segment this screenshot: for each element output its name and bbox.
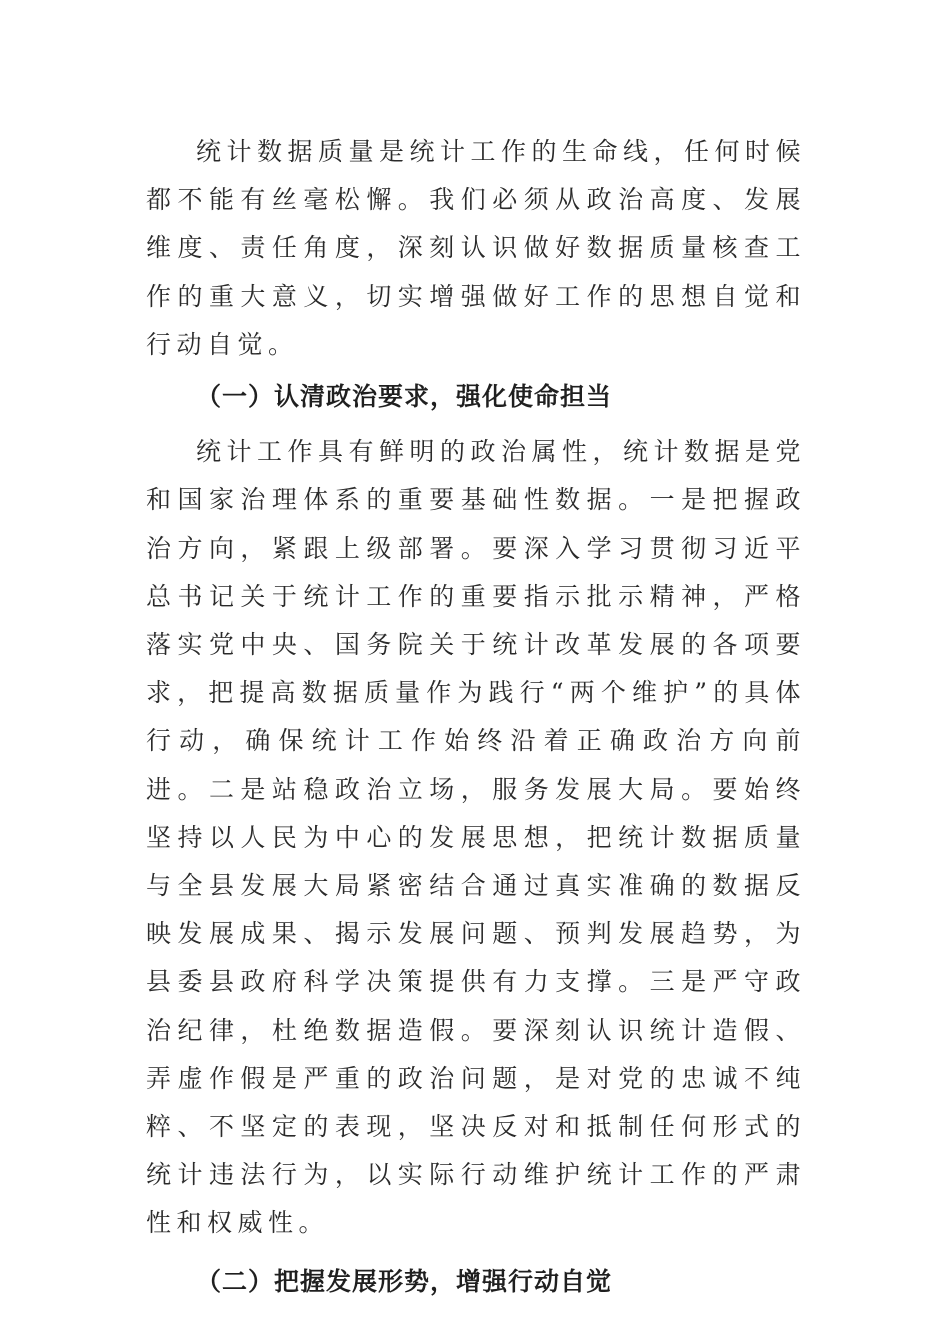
intro-paragraph: 统计数据质量是统计工作的生命线，任何时候都不能有丝毫松懈。我们必须从政治高度、发展维度、责任角度，深刻认识做好数据质量核查工作的重大意义，切实增强做好工作的思想自觉和行动自觉。	[146, 137, 807, 359]
section-1-paragraph: 统计工作具有鲜明的政治属性，统计数据是党和国家治理体系的重要基础性数据。一是把握政治方向，紧跟上级部署。要深入学习贯彻习近平总书记关于统计工作的重要指示批示精神，严格落实党中央、国务院关于统计改革发展的各项要求，把提高数据质量作为践行“两个维护”的具体行动，确保统计工作始终沿着正确政治方向前进。二是站稳政治立场，服务发展大局。要始终坚持以人民为中心的发展思想，把统计数据质量与全县发展大局紧密结合通过真实准确的数据反映发展成果、揭示发展问题、预判发展趋势，为县委县政府科学决策提供有力支撑。三是严守政治纪律，杜绝数据造假。要深刻认识统计造假、弄虚作假是严重的政治问题，是对党的忠诚不纯粹、不坚定的表现，坚决反对和抵制任何形式的统计违法行为，以实际行动维护统计工作的严肃性和权威性。	[146, 437, 807, 1238]
document-page	[146, 128, 806, 1306]
section-heading-2: （二）把握发展形势，增强行动自觉	[196, 1266, 613, 1296]
section-heading-1: （一）认清政治要求，强化使命担当	[196, 382, 613, 412]
